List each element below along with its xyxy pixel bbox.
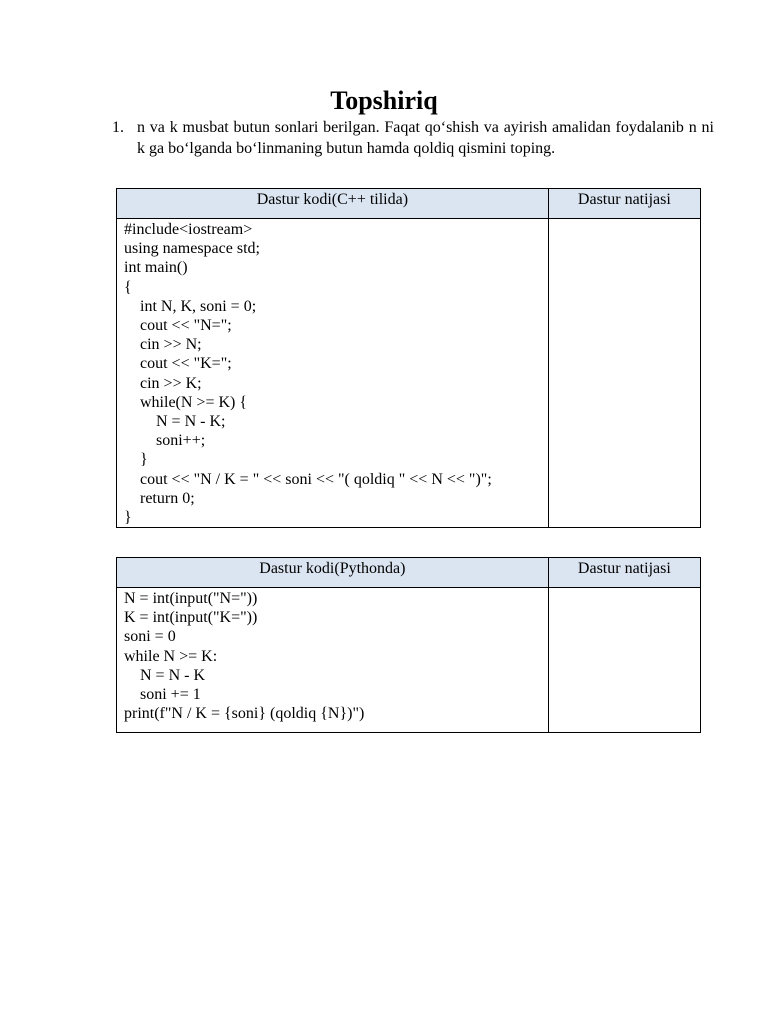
cpp-code-table: [116, 188, 701, 528]
cpp-code-block: #include<iostream> using namespace std; int main() { int N, K, soni = 0; cout << "N="; cin >> N; cout << "K="; cin >> K; while(N >= K) { N = N - K; soni++; } cout << "N / K = " << soni << "( qoldiq " << N << ")"; return 0; }: [124, 221, 492, 527]
python-code-cell: [117, 588, 549, 733]
python-result-header: Dastur natijasi: [548, 558, 700, 588]
python-table-header-row: [117, 558, 701, 588]
python-code-table: [116, 557, 701, 733]
task-text: n va k musbat butun sonlari berilgan. Faqat qo‘shish va ayirish amalidan foydalanib n ni k ga bo‘lganda bo‘linmaning butun hamda qoldiq qismini toping.: [137, 119, 714, 157]
task-number: 1.: [112, 119, 124, 136]
python-code-block: N = int(input("N=")) K = int(input("K=")) soni = 0 while N >= K: N = N - K soni += 1 print(f"N / K = {soni} (qoldiq {N})"): [124, 590, 365, 723]
cpp-table-body-row: [117, 219, 701, 528]
cpp-code-header: Dastur kodi(C++ tilida): [117, 189, 549, 219]
cpp-code-cell: [117, 219, 549, 528]
python-code-header: Dastur kodi(Pythonda): [117, 558, 549, 588]
cpp-table-header-row: [117, 189, 701, 219]
python-table-body-row: [117, 588, 701, 733]
task-item: [112, 117, 714, 159]
python-result-cell: [548, 588, 700, 733]
cpp-result-cell: [548, 219, 700, 528]
page-title: Topshiriq: [330, 86, 438, 116]
cpp-result-header: Dastur natijasi: [548, 189, 700, 219]
